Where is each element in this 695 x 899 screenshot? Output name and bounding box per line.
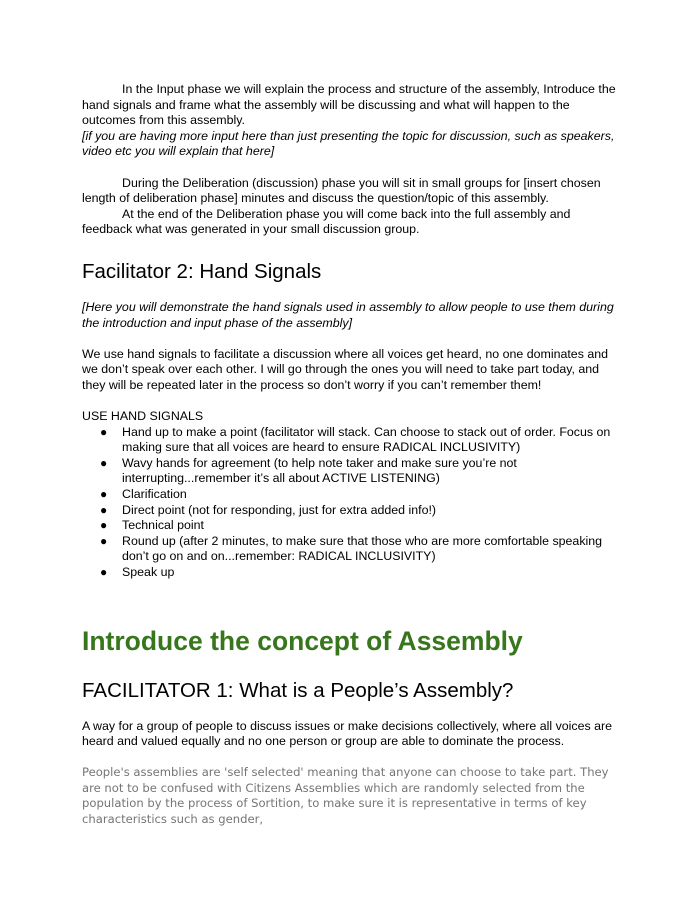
bullet-icon: ● [100, 533, 108, 548]
page-content [82, 82, 617, 827]
list-item-text: Wavy hands for agreement (to help note taker and make sure you’re not interrupting...remember it’s all about ACTIVE LISTENING) [122, 455, 517, 486]
bullet-icon: ● [100, 424, 108, 439]
bullet-icon: ● [100, 565, 108, 580]
spacer [82, 703, 617, 719]
deliberation-phase-paragraph: During the Deliberation (discussion) phase you will sit in small groups for [insert chosen length of deliberation phase] minutes and discuss the question/topic of this assembly. [82, 175, 601, 206]
bullet-icon: ● [100, 502, 108, 517]
hand-signals-list [82, 425, 617, 581]
feedback-phase-paragraph: At the end of the Deliberation phase you will come back into the full assembly and feedback what was generated in your small discussion group. [82, 206, 571, 237]
people-assembly-heading: FACILITATOR 1: What is a People’s Assembly? [82, 678, 514, 702]
list-item [82, 487, 617, 503]
hand-signals-list-title: USE HAND SIGNALS [82, 409, 204, 424]
hand-signals-heading: Facilitator 2: Hand Signals [82, 259, 322, 283]
hand-signals-explanation: We use hand signals to facilitate a discussion where all voices get heard, no one dominates and we don’t speak over each other. I will go through the ones you will need to take part today, and they will be repeated later in the process so don’t worry if you can’t remember them! [82, 346, 609, 392]
list-item-text: Hand up to make a point (facilitator will stack. Can choose to stack out of order. Focus on making sure that all voices are heard to ensure RADICAL INCLUSIVITY) [122, 424, 611, 455]
spacer [82, 284, 617, 300]
self-selected-paragraph: People's assemblies are 'self selected' meaning that anyone can choose to take part. They are not to be confused with Citizens Assemblies which are randomly selected from the population by the process of Sortition, to make sure it is representative in terms of key characteristics such as gender, [82, 765, 609, 826]
spacer [82, 238, 617, 260]
spacer [82, 657, 617, 679]
spacer [82, 750, 617, 766]
spacer [82, 160, 617, 176]
list-item [82, 503, 617, 519]
list-item [82, 425, 617, 456]
list-item-text: Technical point [122, 518, 204, 533]
list-item [82, 565, 617, 581]
spacer [82, 581, 617, 625]
assembly-section-title: Introduce the concept of Assembly [82, 625, 523, 656]
hand-signals-note: [Here you will demonstrate the hand signals used in assembly to allow people to use them during the introduction and input phase of the assembly] [82, 299, 614, 330]
list-item [82, 534, 617, 565]
input-phase-paragraph: In the Input phase we will explain the process and structure of the assembly, Introduce the hand signals and frame what the assembly will be discussing and what will happen to the outcomes from this assembly. [82, 82, 616, 128]
list-item [82, 456, 617, 487]
bullet-icon: ● [100, 518, 108, 533]
list-item-text: Speak up [122, 565, 175, 580]
list-item [82, 518, 617, 534]
spacer [82, 331, 617, 347]
list-item-text: Clarification [122, 487, 187, 502]
input-phase-note: [if you are having more input here than just presenting the topic for discussion, such as speakers, video etc you will explain that here] [82, 128, 615, 159]
bullet-icon: ● [100, 487, 108, 502]
people-assembly-definition: A way for a group of people to discuss issues or make decisions collectively, where all voices are heard and valued equally and no one person or group are able to dominate the process. [82, 718, 613, 749]
list-item-text: Direct point (not for responding, just for extra added info!) [122, 502, 437, 517]
bullet-icon: ● [100, 455, 108, 470]
spacer [82, 394, 617, 410]
list-item-text: Round up (after 2 minutes, to make sure that those who are more comfortable speaking don’t go on and on...remember: RADICAL INCLUSIVITY) [122, 533, 603, 564]
